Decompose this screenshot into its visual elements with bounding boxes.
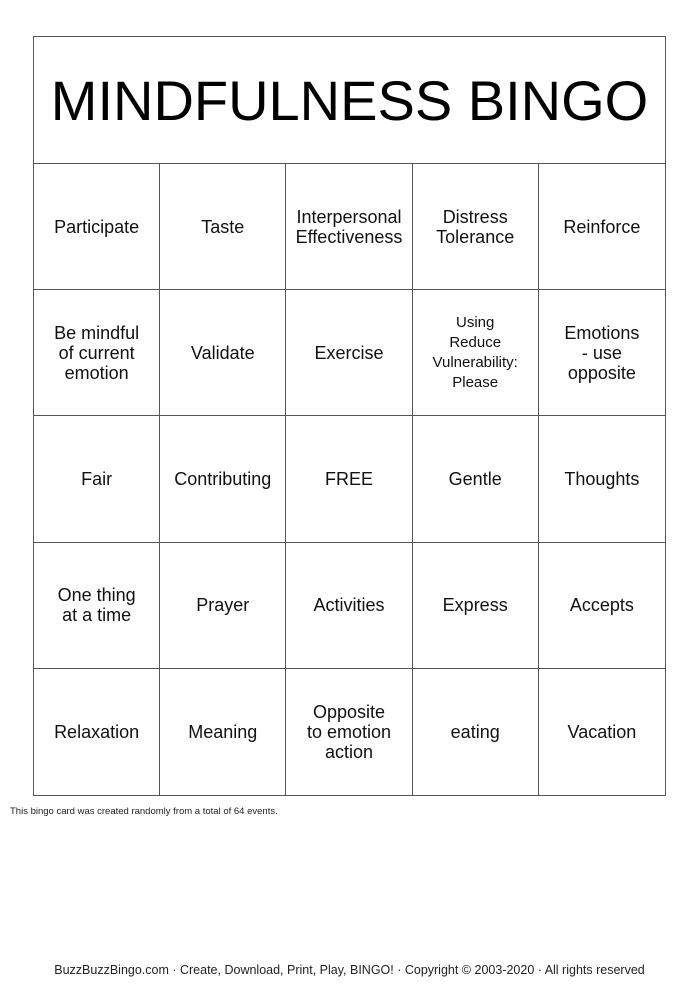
bingo-cell-line: Distress bbox=[442, 206, 508, 227]
bingo-cell-label bbox=[174, 469, 271, 489]
bingo-cell-line: Contributing bbox=[174, 468, 272, 489]
bingo-cell-label bbox=[563, 217, 640, 237]
bingo-cell[interactable] bbox=[34, 290, 160, 416]
bingo-cell[interactable] bbox=[286, 416, 412, 542]
bingo-cell-line: Reinforce bbox=[563, 216, 641, 237]
bingo-cell-line: Using bbox=[456, 313, 495, 331]
bingo-cell-line: Gentle bbox=[448, 468, 502, 489]
bingo-cell-line: Opposite bbox=[312, 701, 385, 722]
bingo-cell[interactable] bbox=[160, 543, 286, 669]
bingo-cell-line: to emotion bbox=[306, 721, 392, 742]
bingo-cell-line: - use bbox=[581, 342, 622, 363]
bingo-cell-label bbox=[564, 323, 639, 383]
bingo-cell-line: Please bbox=[452, 373, 499, 391]
bingo-cell-line: Meaning bbox=[188, 721, 258, 742]
bingo-cell-line: Thoughts bbox=[564, 468, 640, 489]
bingo-cell-label bbox=[54, 722, 139, 742]
bingo-cell[interactable] bbox=[413, 164, 539, 290]
bingo-cell-line: Exercise bbox=[314, 342, 384, 363]
bingo-cell-label bbox=[449, 469, 502, 489]
bingo-cell-label bbox=[81, 469, 112, 489]
bingo-cell[interactable] bbox=[413, 669, 539, 795]
bingo-cell-line: Effectiveness bbox=[295, 226, 403, 247]
bingo-cell-line: Vulnerability: bbox=[432, 353, 518, 371]
bingo-cell-label bbox=[58, 585, 136, 625]
bingo-cell-line: eating bbox=[450, 721, 500, 742]
bingo-cell-line: Validate bbox=[190, 342, 255, 363]
generation-note: This bingo card was created randomly from a total of 64 events. bbox=[10, 806, 278, 817]
bingo-card bbox=[33, 36, 666, 796]
bingo-cell-line: Fair bbox=[81, 468, 113, 489]
bingo-cell-label bbox=[436, 207, 514, 247]
bingo-cell-label bbox=[564, 469, 639, 489]
bingo-cell-line: action bbox=[324, 741, 373, 762]
bingo-cell[interactable] bbox=[34, 416, 160, 542]
bingo-cell[interactable] bbox=[34, 164, 160, 290]
footer-copyright: BuzzBuzzBingo.com · Create, Download, Print, Play, BINGO! · Copyright © 2003-2020 · All rights reserved bbox=[54, 963, 645, 977]
bingo-cell-label bbox=[570, 595, 634, 615]
bingo-cell-label bbox=[54, 217, 139, 237]
bingo-cell[interactable] bbox=[413, 290, 539, 416]
bingo-cell-label bbox=[314, 343, 383, 363]
bingo-cell-line: One thing bbox=[57, 585, 136, 606]
bingo-cell[interactable] bbox=[413, 543, 539, 669]
bingo-cell-label bbox=[296, 207, 403, 247]
bingo-cell-label bbox=[433, 313, 518, 393]
bingo-cell[interactable] bbox=[413, 416, 539, 542]
bingo-cell-line: Reduce bbox=[449, 333, 502, 351]
bingo-cell[interactable] bbox=[160, 164, 286, 290]
bingo-cell[interactable] bbox=[286, 164, 412, 290]
bingo-cell-line: of current bbox=[58, 342, 135, 363]
bingo-cell[interactable] bbox=[539, 290, 665, 416]
bingo-cell[interactable] bbox=[539, 416, 665, 542]
bingo-cell-label bbox=[451, 722, 500, 742]
bingo-cell[interactable] bbox=[160, 669, 286, 795]
bingo-cell[interactable] bbox=[286, 290, 412, 416]
bingo-cell[interactable] bbox=[286, 669, 412, 795]
bingo-cell[interactable] bbox=[34, 669, 160, 795]
bingo-cell[interactable] bbox=[539, 543, 665, 669]
bingo-cell[interactable] bbox=[160, 416, 286, 542]
bingo-cell-line: opposite bbox=[567, 362, 636, 383]
bingo-cell-label bbox=[196, 595, 249, 615]
bingo-cell-line: Emotions bbox=[564, 322, 640, 343]
bingo-cell-line: Relaxation bbox=[54, 721, 140, 742]
card-title: MINDFULNESS BINGO bbox=[34, 37, 665, 164]
bingo-cell-line: Activities bbox=[313, 595, 385, 616]
bingo-cell-label bbox=[201, 217, 244, 237]
bingo-cell-line: emotion bbox=[64, 362, 129, 383]
bingo-cell-label bbox=[325, 469, 373, 489]
bingo-cell[interactable] bbox=[539, 164, 665, 290]
bingo-cell-line: Vacation bbox=[567, 721, 637, 742]
bingo-cell-line: Be mindful bbox=[54, 322, 140, 343]
bingo-cell-line: Express bbox=[442, 595, 508, 616]
bingo-cell-line: FREE bbox=[324, 468, 373, 489]
bingo-cell-line: Prayer bbox=[196, 595, 250, 616]
bingo-cell-line: Participate bbox=[54, 216, 140, 237]
bingo-cell-line: Tolerance bbox=[436, 226, 515, 247]
bingo-cell[interactable] bbox=[34, 543, 160, 669]
bingo-cell-label bbox=[188, 722, 257, 742]
bingo-cell-label bbox=[568, 722, 637, 742]
bingo-cell-line: Accepts bbox=[569, 595, 634, 616]
bingo-cell-line: at a time bbox=[62, 605, 132, 626]
bingo-cell-line: Interpersonal bbox=[296, 206, 402, 227]
bingo-cell[interactable] bbox=[286, 543, 412, 669]
bingo-cell-label bbox=[307, 702, 391, 762]
bingo-cell-label bbox=[191, 343, 255, 363]
bingo-cell[interactable] bbox=[160, 290, 286, 416]
bingo-cell-label bbox=[443, 595, 508, 615]
bingo-cell-label bbox=[54, 323, 139, 383]
bingo-cell-line: Taste bbox=[201, 216, 245, 237]
bingo-cell-label bbox=[313, 595, 384, 615]
bingo-grid bbox=[34, 164, 665, 795]
bingo-cell[interactable] bbox=[539, 669, 665, 795]
